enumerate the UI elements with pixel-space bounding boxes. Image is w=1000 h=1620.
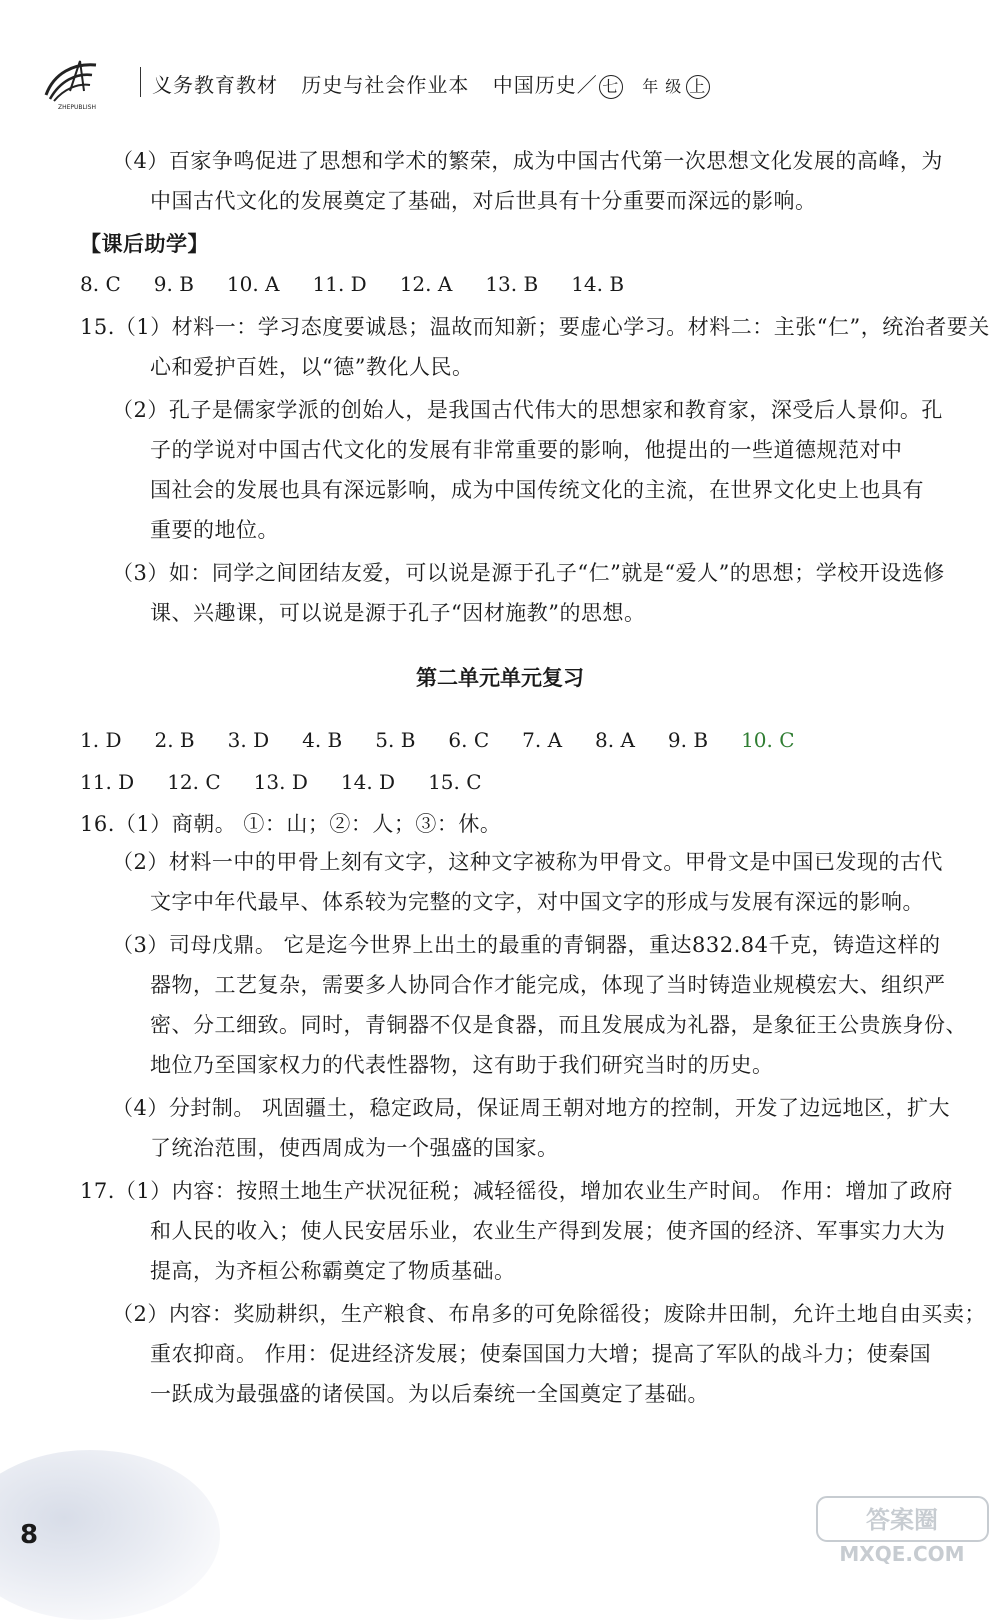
answer-item: 13. D	[253, 770, 308, 794]
answer-item: 5. B	[375, 728, 416, 752]
publisher-logo-icon	[40, 55, 102, 111]
page-number: 8	[20, 1520, 39, 1550]
q16-3-line: 器物，工艺复杂，需要多人协同合作才能完成，体现了当时铸造业规模宏大、组织严	[150, 973, 946, 997]
answer-item: 10. A	[226, 272, 280, 296]
q16-2-line: （2）材料一中的甲骨上刻有文字，这种文字被称为甲骨文。甲骨文是中国已发现的古代	[112, 850, 943, 874]
answer-item: 8. C	[80, 272, 121, 296]
q15-2-line: 重要的地位。	[150, 518, 279, 542]
q16-3-line: （3）司母戊鼎。 它是迄今世界上出土的最重的青铜器，重达832.84千克，铸造这样的	[112, 933, 941, 957]
q4-line: （4）百家争鸣促进了思想和学术的繁荣，成为中国古代第一次思想文化发展的高峰，为	[112, 149, 943, 173]
q16-3-line: 密、分工细致。同时，青铜器不仅是食器，而且发展成为礼器，是象征王公贵族身份、	[150, 1013, 967, 1037]
grade-char: 上	[686, 75, 710, 99]
q16-3-line: 地位乃至国家权力的代表性器物，这有助于我们研究当时的历史。	[150, 1053, 774, 1077]
answer-item: 10. C	[741, 728, 795, 752]
answer-row	[80, 728, 795, 752]
q16-2-line: 文字中年代最早、体系较为完整的文字，对中国文字的形成与发展有深远的影响。	[150, 890, 924, 914]
q15-3-line: （3）如：同学之间团结友爱，可以说是源于孔子“仁”就是“爱人”的思想；学校开设选修	[112, 561, 945, 585]
q17-1-line: 提高，为齐桓公称霸奠定了物质基础。	[150, 1259, 516, 1283]
watermark-text: MXQE.COM	[839, 1542, 965, 1565]
q15-2-line: 子的学说对中国古代文化的发展有非常重要的影响，他提出的一些道德规范对中	[150, 438, 903, 462]
q15-3-line: 课、兴趣课，可以说是源于孔子“因材施教”的思想。	[150, 601, 646, 625]
answer-item: 8. A	[595, 728, 635, 752]
page-header	[40, 55, 740, 115]
answer-item: 11. D	[80, 770, 135, 794]
q17-2-line: 一跃成为最强盛的诸侯国。为以后秦统一全国奠定了基础。	[150, 1382, 709, 1406]
header-subject: 中国历史／	[492, 73, 598, 97]
answer-item: 2. B	[154, 728, 195, 752]
header-book: 历史与社会作业本	[301, 73, 470, 97]
grade-char: 级	[665, 77, 683, 96]
answer-item: 14. D	[340, 770, 396, 794]
answer-item: 9. B	[153, 272, 194, 296]
answer-item: 13. B	[485, 272, 539, 296]
q15-2-line: （2）孔子是儒家学派的创始人，是我国古代伟大的思想家和教育家，深受后人景仰。孔	[112, 398, 943, 422]
answer-item: 14. B	[571, 272, 625, 296]
q16-4-line: （4）分封制。 巩固疆土，稳定政局，保证周王朝对地方的控制，开发了边远地区，扩大	[112, 1096, 951, 1120]
q17-1-line: 17.（1）内容：按照土地生产状况征税；减轻徭役，增加农业生产时间。 作用：增加了政府	[80, 1179, 953, 1203]
q16-1-line: 16.（1）商朝。 ①：山；②：人；③：休。	[80, 812, 502, 836]
answer-row	[80, 272, 657, 296]
watermark-logo-icon	[815, 1495, 990, 1565]
answer-item: 9. B	[667, 728, 709, 752]
svg-text:ZHEPUBLISH: ZHEPUBLISH	[58, 104, 96, 111]
answer-item: 4. B	[302, 728, 343, 752]
answer-item: 3. D	[227, 728, 270, 752]
answer-item: 6. C	[448, 728, 490, 752]
answer-item: 12. A	[399, 272, 453, 296]
q15-1-line: 心和爱护百姓，以“德”教化人民。	[150, 355, 474, 379]
q15-2-line: 国社会的发展也具有深远影响，成为中国传统文化的主流，在世界文化史上也具有	[150, 478, 924, 502]
answer-row	[80, 770, 515, 794]
q15-1-line: 15.（1）材料一：学习态度要诚恳；温故而知新；要虚心学习。材料二：主张“仁”，统治者要关	[80, 315, 990, 339]
q17-2-line: 重农抑商。 作用：促进经济发展；使秦国国力大增；提高了军队的战斗力；使秦国	[150, 1342, 932, 1366]
unit-review-title: 第二单元单元复习	[416, 665, 584, 690]
q17-2-line: （2）内容：奖励耕织，生产粮食、布帛多的可免除徭役；废除井田制，允许土地自由买卖；	[112, 1302, 986, 1326]
answer-item: 7. A	[522, 728, 563, 752]
grade-char: 年	[642, 77, 660, 96]
svg-text:答案圈: 答案圈	[866, 1506, 938, 1534]
header-series: 义务教育教材	[152, 73, 278, 97]
answer-item: 12. C	[167, 770, 221, 794]
q17-1-line: 和人民的收入；使人民安居乐业，农业生产得到发展；使齐国的经济、军事实力大为	[150, 1219, 946, 1243]
q16-4-line: 了统治范围，使西周成为一个强盛的国家。	[150, 1136, 559, 1160]
answer-item: 11. D	[312, 272, 367, 296]
header-divider	[140, 67, 141, 97]
after-class-title: 【课后助学】	[80, 231, 209, 256]
answer-item: 1. D	[80, 728, 122, 752]
header-title	[152, 69, 726, 99]
q4-line: 中国古代文化的发展奠定了基础，对后世具有十分重要而深远的影响。	[150, 189, 817, 213]
grade-char: 七	[599, 75, 623, 99]
answer-item: 15. C	[428, 770, 482, 794]
